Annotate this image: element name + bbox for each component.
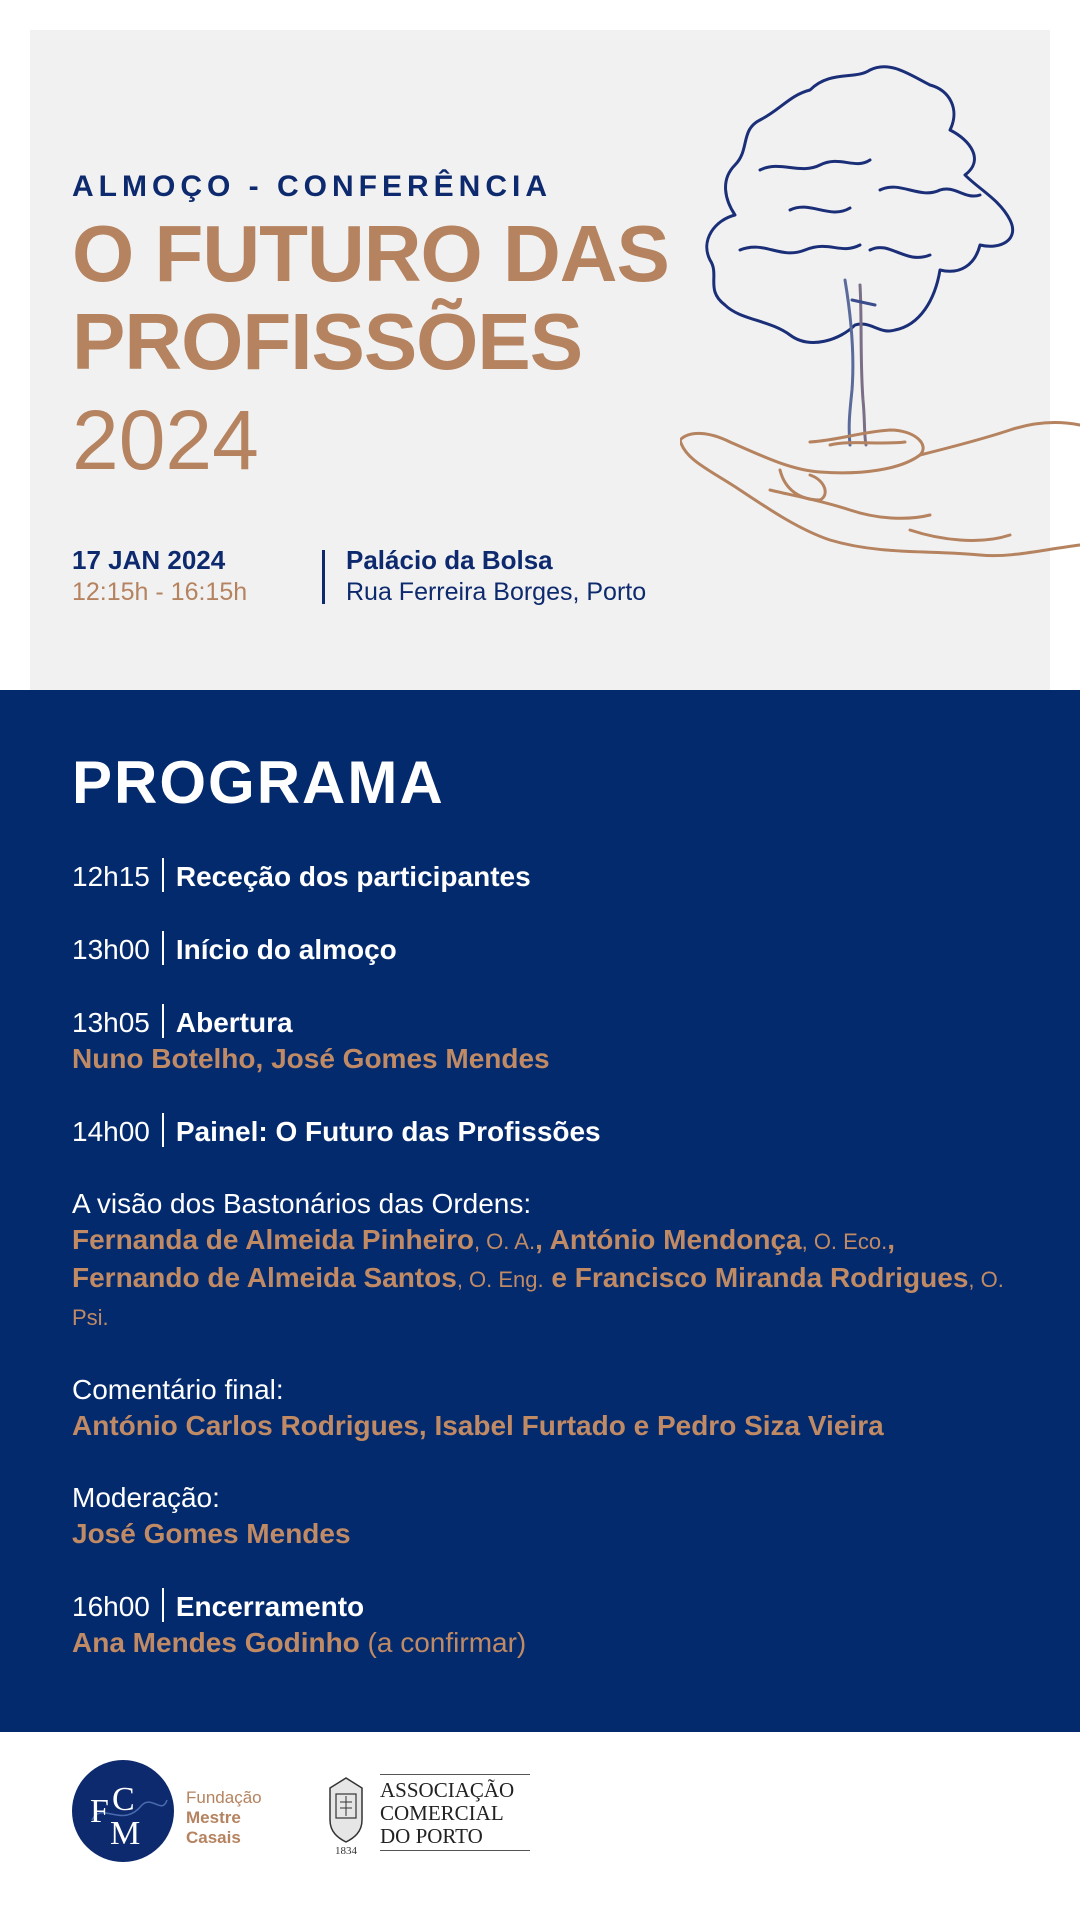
date-block <box>72 544 247 608</box>
fmc-logo-icon <box>72 1760 174 1862</box>
panel-speaker-3: , Fernando de Almeida Santos <box>72 1224 895 1293</box>
comment-speakers: António Carlos Rodrigues, Isabel Furtado e Pedro Siza Vieira <box>72 1410 884 1441</box>
panel-order-3: , O. Eng. <box>456 1267 544 1292</box>
footer-logos <box>0 1732 1080 1920</box>
program-item <box>72 1113 1012 1150</box>
moderation-label: Moderação: <box>72 1482 220 1513</box>
event-date: 17 JAN 2024 <box>72 545 226 575</box>
item-separator <box>162 1588 164 1622</box>
item-separator <box>162 931 164 965</box>
venue-block <box>346 544 646 608</box>
item-separator <box>162 1004 164 1038</box>
svg-text:C: C <box>112 1781 135 1818</box>
item-separator <box>162 858 164 892</box>
event-time: 12:15h - 16:15h <box>72 578 248 606</box>
item-label: Encerramento <box>175 1591 365 1622</box>
acp-line-1: ASSOCIAÇÃO <box>380 1778 515 1802</box>
program-item <box>72 1004 1012 1077</box>
item-time: 12h15 <box>72 861 150 892</box>
item-separator <box>162 1113 164 1147</box>
acp-line-2: COMERCIAL <box>380 1801 504 1825</box>
event-type: ALMOÇO - CONFERÊNCIA <box>72 170 552 203</box>
program-item <box>72 1588 1012 1661</box>
event-year: 2024 <box>72 393 259 487</box>
item-time: 13h05 <box>72 1007 150 1038</box>
comment-block <box>72 1372 1012 1444</box>
item-speakers: Nuno Botelho, José Gomes Mendes <box>72 1043 550 1074</box>
closing-note: (a confirmar) <box>359 1627 527 1658</box>
fmc-name <box>186 1788 262 1848</box>
comment-label: Comentário final: <box>72 1374 284 1405</box>
panel-order-2: , O. Eco. <box>801 1229 888 1254</box>
item-label: Painel: O Futuro das Profissões <box>175 1116 601 1147</box>
program-title: PROGRAMA <box>72 749 445 816</box>
title-line-1: O FUTURO DAS <box>72 209 669 298</box>
fmc-line-2: Mestre <box>186 1808 241 1827</box>
acp-year: 1834 <box>335 1845 357 1856</box>
program-section <box>0 690 1080 1732</box>
tree-in-hand-illustration <box>680 50 1080 620</box>
trunk-icon <box>830 280 905 445</box>
panel-order-1: , O. A. <box>473 1229 536 1254</box>
panel-speaker-2: , António Mendonça <box>535 1224 802 1255</box>
item-label: Receção dos participantes <box>175 861 531 892</box>
panel-block <box>72 1186 1012 1336</box>
panel-speakers <box>72 1222 1012 1336</box>
title-line-2: PROFISSÕES <box>72 297 583 386</box>
program-item <box>72 931 1012 968</box>
item-time: 14h00 <box>72 1116 150 1147</box>
item-label: Abertura <box>175 1007 293 1038</box>
venue-address: Rua Ferreira Borges, Porto <box>346 578 647 606</box>
moderation-block <box>72 1480 1012 1552</box>
program-items <box>72 858 1012 1697</box>
program-item <box>72 858 1012 895</box>
venue-name: Palácio da Bolsa <box>346 545 553 575</box>
closing-speaker: Ana Mendes Godinho <box>72 1627 360 1658</box>
panel-speaker-1: Fernanda de Almeida Pinheiro <box>72 1224 474 1255</box>
venue-divider <box>322 550 325 604</box>
acp-name <box>380 1774 530 1851</box>
panel-speaker-4: e Francisco Miranda Rodrigues <box>543 1262 969 1293</box>
item-label: Início do almoço <box>175 934 397 965</box>
panel-intro: A visão dos Bastonários das Ordens: <box>72 1188 532 1219</box>
item-time: 13h00 <box>72 934 150 965</box>
fmc-line-3: Casais <box>186 1828 241 1847</box>
item-time: 16h00 <box>72 1591 150 1622</box>
fmc-line-1: Fundação <box>186 1788 262 1807</box>
svg-text:M: M <box>110 1815 141 1852</box>
moderation-speakers: José Gomes Mendes <box>72 1518 351 1549</box>
panel-order-4: , O. Psi. <box>72 1267 1004 1330</box>
acp-crest-icon <box>322 1774 370 1856</box>
svg-text:F: F <box>90 1793 109 1830</box>
acp-line-3: DO PORTO <box>380 1824 483 1848</box>
